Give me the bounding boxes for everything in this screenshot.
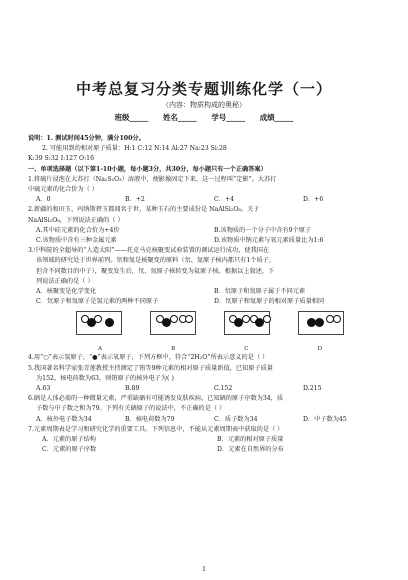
hydrogen-atom-icon: [263, 315, 271, 323]
q5-option-c: C.152: [214, 385, 233, 393]
figure-box-b: [150, 311, 196, 335]
figure-label-c: C: [244, 346, 249, 353]
q6-option-c: C．质子数为34: [214, 415, 258, 423]
q6-options: [28, 415, 392, 425]
figure-box-c: [224, 311, 270, 335]
name-field: 姓名_____: [162, 113, 197, 122]
q7-line-1: 7.元素周期表是学习和研究化学的重要工具。下列信息中，不能从元素周期表中获取的是（ ）: [28, 425, 284, 433]
q2-option-c: C.该物质中含有三种金属元素: [36, 237, 117, 245]
q1-option-c: C．+4: [214, 196, 235, 204]
q7-option-b: B．元素的相对原子质量: [217, 436, 284, 444]
q5-option-a: A.63: [36, 385, 51, 393]
q6-option-a: A．核外电子数为34: [36, 415, 92, 423]
q5-line-2: 为152，核电荷数为63，则铕原子的核外电子为( ): [36, 374, 174, 382]
q3-line-3: 但含不同数目的中子），聚变发生后，氘、氚原子核转变为氦原子核。根据以上叙述，下: [36, 267, 275, 275]
q6-option-d: D．中子数为45: [303, 415, 347, 423]
class-field: 班级_____: [114, 113, 149, 122]
q5-option-b: B.89: [125, 385, 140, 393]
notes-line-3: K:39 S:32 I:127 O:16: [28, 155, 95, 163]
figure-box-a: [76, 311, 122, 335]
exam-body: [28, 134, 392, 455]
notes-line-2: 2. 可能用到的相对原子质量：H:1 C:12 N:14 Al:27 Na:23 Si:28: [42, 145, 227, 153]
notes-line-1: 说明：1. 测试时间45分钟，满分100分。: [28, 135, 145, 142]
figure-label-b: B: [171, 346, 176, 353]
q4-line: 4.用“○”表示氢原子，“●”表示氧原子，下列方框中，符合“2H₂O”所表示意义的是（ ）: [28, 354, 269, 362]
hydrogen-atom-icon: [185, 315, 193, 323]
hydrogen-atom-icon: [333, 315, 341, 323]
q5-options: [28, 384, 392, 394]
student-info-fields: [0, 112, 408, 123]
q2-option-b: B.该物质的一个分子中含有9个原子: [214, 226, 312, 234]
hydrogen-atom-icon: [94, 315, 102, 323]
q3-option-c: C．氘原子和氚原子是氢元素的两种不同原子: [36, 298, 159, 306]
q5-line-1: 5.我国著名科学家张青莲教授主持测定了铕等9种元素的相对原子质量新值，已知原子质量: [28, 364, 273, 372]
q6-option-b: B．核电荷数为79: [125, 415, 175, 423]
q3-line-4: 列说法正确的是（ ）: [36, 277, 94, 285]
figure-label-a: A: [98, 346, 102, 353]
q7-option-d: D．元素在自然界的分布: [217, 446, 284, 454]
q1-line-1: 1.将硫片浸泡在大苏打（Na₂S₂O₃）溶液中，便影像固定下来，这一过程叫“定影”。大苏打: [28, 175, 277, 183]
q7-option-c: C．元素的原子序数: [42, 446, 97, 454]
q2-options-row-2: [28, 236, 392, 246]
q2-options-row-1: [28, 226, 392, 236]
q2-line-1: 2.新疆的和田玉、玛纳斯碧玉都闻名于世，某种玉石的主要成份是 NaAlSi₂O₆。关于: [28, 206, 260, 214]
section-heading: 一、单项选择题（以下第1-10小题，每小题3分，共30分，每小题只有一个正确答案）: [28, 165, 267, 173]
q1-option-a: A．0: [36, 196, 51, 204]
q1-option-b: B．+2: [125, 196, 145, 204]
q7-option-a: A．元素的原子结构: [42, 436, 96, 444]
q3-option-d: D．氘原子和氚原子的相对原子质量相同: [214, 298, 325, 306]
q3-option-a: A．核聚变是化学变化: [36, 288, 97, 296]
q6-line-1: 6.硒是人体必需的一种微量元素，严重缺硒有可能诱发皮肤疾病。已知硒的原子序数为34，质: [28, 395, 284, 403]
figure-box-d: [298, 311, 344, 335]
hydrogen-atom-icon: [170, 315, 178, 323]
q1-line-2: 中硫元素的化合价为（ ）: [28, 186, 99, 194]
page-title: 中考总复习分类专题训练化学（一）: [75, 80, 332, 98]
student-id-field: 学号_____: [211, 113, 246, 122]
q2-line-2: NaAlSi₂O₆，下列说法正确的（ ）: [28, 216, 124, 224]
q3-line-2: 该领域的研究处于世界前列。氘和氚是核聚变的原料（氘、氚原子核内都只有1个质子，: [36, 257, 276, 265]
score-field: 成绩_____: [259, 113, 294, 122]
q3-options-row-2: [28, 297, 392, 307]
q3-line-1: 3.中科院的全超导的“人造太阳”——托克马克核聚变试验装置的调试运行成功，使我国在: [28, 247, 270, 255]
page-subtitle: （内容：物质构成的奥秘）: [162, 101, 246, 109]
hydrogen-atom-icon: [242, 315, 250, 323]
q2-option-d: D.该物质中钠元素与氧元素质量比为1:6: [214, 237, 324, 245]
q7-options-row-1: [28, 435, 392, 445]
q5-option-d: D.215: [303, 385, 322, 393]
molecule-figure: [28, 307, 392, 345]
q7-options-row-2: [28, 445, 392, 455]
page-number: 1: [202, 566, 206, 573]
figure-label-d: D: [317, 346, 322, 353]
oxygen-atom-icon: [105, 318, 114, 327]
figure-labels: [28, 345, 392, 353]
q1-option-d: D．+6: [303, 196, 324, 204]
q3-option-b: B．氘原子和氚原子属于不同元素: [214, 288, 306, 296]
q3-options-row-1: [28, 287, 392, 297]
q2-option-a: A.其中硅元素的化合价为+4价: [36, 226, 120, 234]
q1-options: [28, 195, 392, 205]
oxygen-atom-icon: [315, 318, 324, 327]
q6-line-2: 子数与中子数之和为79。下列有关硒原子的说法中，不正确的是（ ）: [36, 405, 226, 413]
